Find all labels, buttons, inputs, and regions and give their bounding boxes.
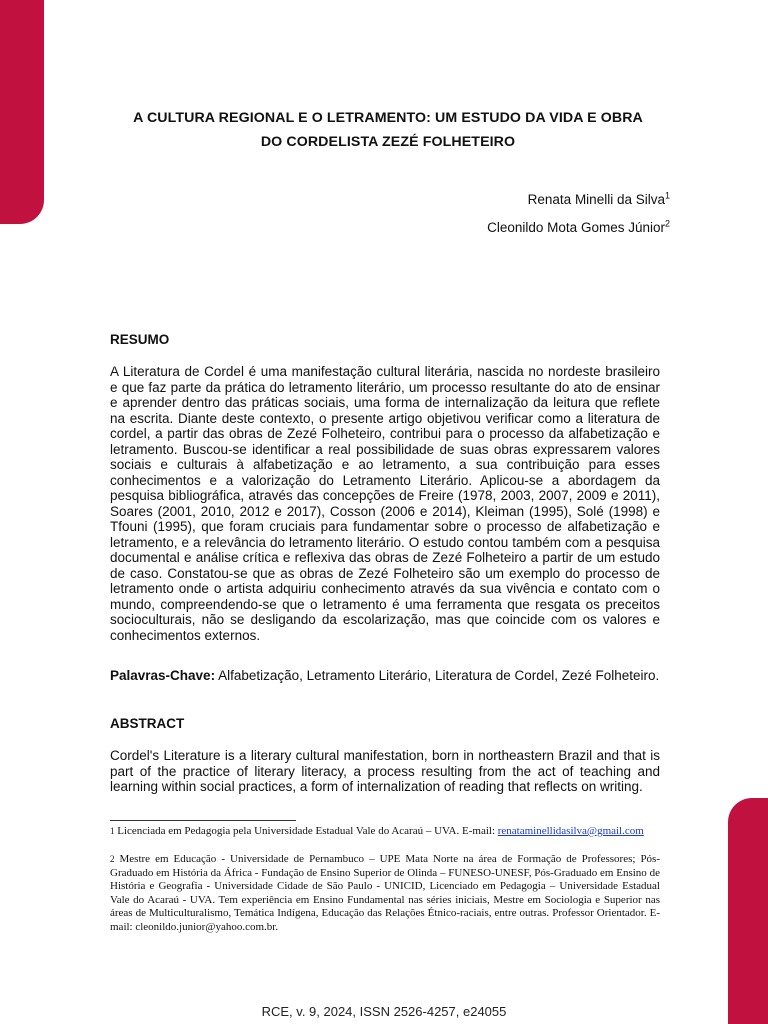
author-2-name: Cleonildo Mota Gomes Júnior bbox=[487, 220, 665, 235]
author-2-footnote-mark: 2 bbox=[664, 218, 670, 229]
resumo-paragraph: A Literatura de Cordel é uma manifestação cultural literária, nascida no nordeste brasileiro e que faz parte da prática do letramento literário, um processo resultante do ato de ensinar e aprender dentro das práticas sociais, uma forma de internalização da leitura que reflete na escrita. Diante deste contexto, o presente artigo objetivou verificar como a literatura de cordel, a partir das obras de Zezé Folheteiro, contribui para o processo da alfabetização e letramento. Buscou-se identificar a real possibilidade de suas obras expressarem valores sociais e culturais à alfabetização e ao letramento, a sua contribuição para esses conhecimentos e a valorização do Letramento Literário. Aplicou-se a abordagem da pesquisa bibliográfica, através das concepções de Freire (1978, 2003, 2007, 2009 e 2011), Soares (2001, 2010, 2012 e 2017), Cosson (2006 e 2014), Kleiman (1995), Solé (1998) e Tfouni (1995), que foram cruciais para fundamentar sobre o processo de alfabetização e letramento, e a relevância do letramento literário. O estudo contou também com a pesquisa documental e análise crítica e reflexiva das obras de Zezé Folheteiro a partir de um estudo de caso. Constatou-se que as obras de Zezé Folheteiro são um exemplo do processo de letramento onde o artista adquiriu conhecimento através da sua vivência e contato com o mundo, compreendendo-se que o letramento é uma ferramenta que resgata os preceitos socioculturais, não se desligando da escolarização, mas que coincide com os valores e conhecimentos externos. bbox=[110, 364, 660, 643]
keywords-label: Palavras-Chave: bbox=[110, 668, 216, 683]
footnote-1-mark: 1 bbox=[110, 826, 115, 836]
decorative-side-tab-top bbox=[0, 0, 44, 224]
footnote-divider bbox=[110, 820, 296, 821]
author-1-name: Renata Minelli da Silva bbox=[527, 192, 665, 207]
article-title-line-1: A CULTURA REGIONAL E O LETRAMENTO: UM ESTUDO DA VIDA E OBRA bbox=[133, 110, 643, 126]
article-title-line-2: DO CORDELISTA ZEZÉ FOLHETEIRO bbox=[260, 134, 516, 150]
author-2 bbox=[487, 220, 670, 235]
keywords bbox=[110, 668, 710, 684]
footnote-1-text: Licenciada em Pedagogia pela Universidade Estadual Vale do Acaraú – UVA. E-mail: bbox=[114, 825, 498, 837]
keywords-list: Alfabetização, Letramento Literário, Literatura de Cordel, Zezé Folheteiro. bbox=[215, 668, 660, 683]
page-footer-citation: RCE, v. 9, 2024, ISSN 2526-4257, e24055 bbox=[261, 1004, 507, 1019]
article-title bbox=[100, 106, 676, 154]
footnote-2-text: Mestre em Educação - Universidade de Pernambuco – UPE Mata Norte na área de Formação de Professores; Pós-Graduado em História da África - Fundação de Ensino Superior de Olinda – FUNESO-UNESF, Pós-Graduado em Ensino de História e Geografia - Universidade Cidade de São Paulo - UNICID, Licenciado em Pedagogia – Universidade Estadual Vale do Acaraú - UVA. Tem experiência em Ensino Fundamental nas séries iniciais, Mestre em Sociologia e Superior nas áreas de Multiculturalismo, Temática Indígena, Educação das Relações Étnico-raciais, entre outras. Professor Orientador. E-mail: cleonildo.junior@yahoo.com.br. bbox=[110, 853, 660, 933]
footnote-1-email-link[interactable]: renataminellidasilva@gmail.com bbox=[497, 825, 644, 837]
abstract-paragraph: Cordel's Literature is a literary cultural manifestation, born in northeastern Brazil and that is part of the practice of literary literacy, a process resulting from the act of teaching and learning within social practices, a form of internalization of reading that reflects on writing. bbox=[110, 748, 660, 794]
author-1 bbox=[528, 192, 670, 207]
footnote-1 bbox=[110, 825, 660, 839]
decorative-side-tab-bottom bbox=[728, 798, 768, 1024]
author-1-footnote-mark: 1 bbox=[664, 190, 670, 201]
footnote-2 bbox=[110, 853, 660, 934]
resumo-heading: RESUMO bbox=[110, 332, 170, 347]
footnote-2-mark: 2 bbox=[110, 854, 115, 864]
abstract-heading: ABSTRACT bbox=[110, 716, 185, 731]
